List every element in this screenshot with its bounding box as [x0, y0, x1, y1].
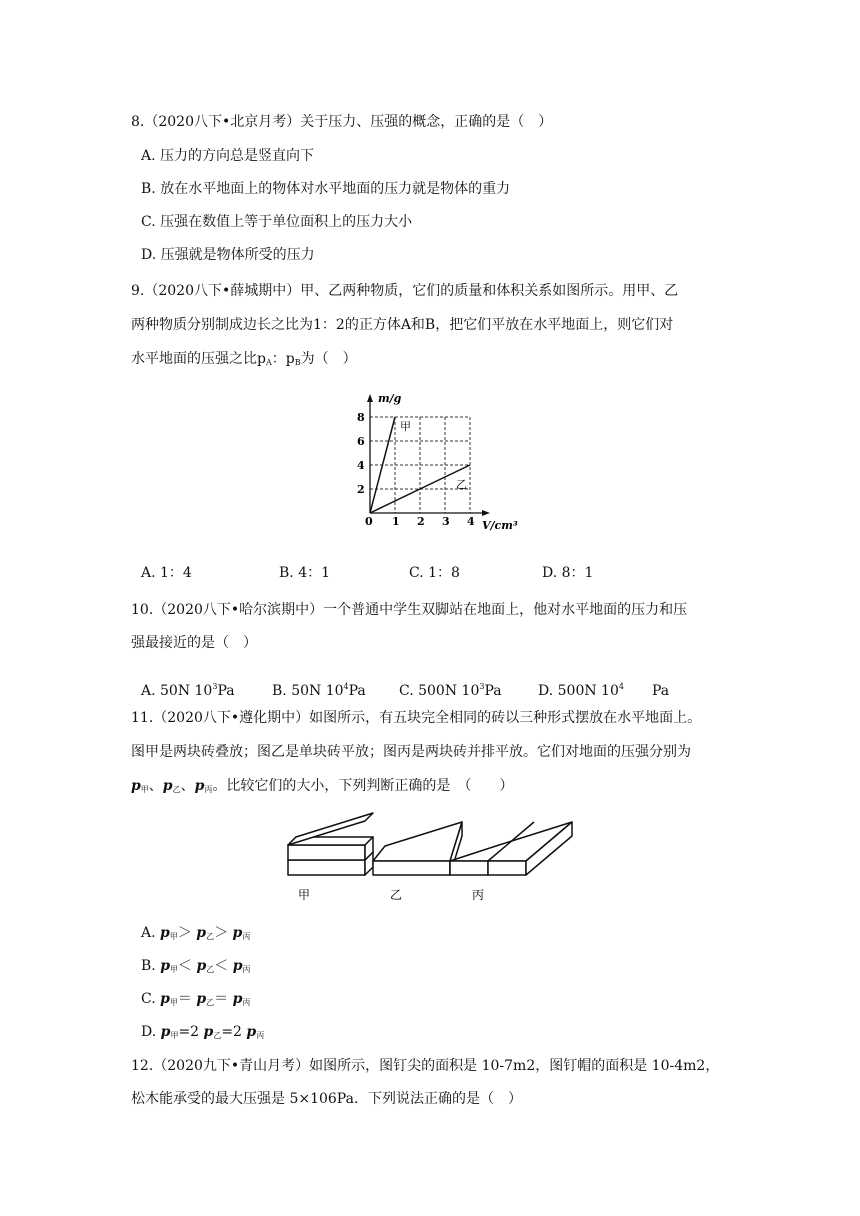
q10-stem-line1: 10.（2020八下•哈尔滨期中）一个普通中学生双脚站在地面上，他对水平地面的压力和压	[131, 602, 688, 618]
q8-stem: 8.（2020八下•北京月考）关于压力、压强的概念，正确的是（ ）	[131, 114, 553, 130]
q8-option-d: D. 压强就是物体所受的压力	[141, 247, 315, 263]
q9-options	[0, 563, 860, 583]
q11-stem-line2: 图甲是两块砖叠放；图乙是单块砖平放；图丙是两块砖并排平放。它们对地面的压强分别为	[131, 744, 691, 760]
q9-option-a: A. 1：4	[141, 565, 192, 581]
q11-option-b: B. $p_甲< p_乙< p_丙$	[141, 958, 251, 974]
q11-stem-line1: 11.（2020八下•遵化期中）如图所示，有五块完全相同的砖以三种形式摆放在水平地面上。	[131, 710, 702, 726]
brick-label-bing: 丙	[472, 888, 485, 902]
q9-stem-line2: 两种物质分别制成边长之比为1：2的正方体A和B，把它们平放在水平地面上，则它们对	[131, 317, 674, 333]
brick-label-jia: 甲	[298, 888, 311, 902]
graph-y-label: m/g	[378, 392, 402, 405]
q11-option-c: C. $p_甲= p_乙= p_丙$	[141, 991, 251, 1007]
graph-ytick: 6	[357, 435, 365, 448]
q9-option-d: D. 8：1	[542, 565, 594, 581]
graph-ytick: 4	[357, 459, 365, 472]
graph-xtick: 1	[392, 515, 400, 528]
graph-line-label-yi: 乙	[456, 478, 467, 491]
graph-line-label-jia: 甲	[400, 420, 411, 433]
brick-label-yi: 乙	[390, 888, 403, 902]
graph-ytick: 8	[357, 411, 365, 424]
q8-option-a: A. 压力的方向总是竖直向下	[141, 148, 315, 164]
bricks-figure	[280, 810, 580, 905]
q10-stem-line2: 强最接近的是（ ）	[131, 635, 257, 651]
q10-option-d: D. 500N $10^4$ Pa	[538, 682, 670, 699]
q10-option-c: C. 500N $10^3Pa$	[399, 682, 502, 699]
q11-option-a: A. $p_甲> p_乙> p_丙$	[141, 925, 251, 941]
q8-option-c: C. 压强在数值上等于单位面积上的压力大小	[141, 214, 413, 230]
q11-stem-line3: $p_甲$、$p_乙$、$p_丙$。比较它们的大小，下列判断正确的是 （ ）	[131, 778, 514, 794]
mass-volume-graph	[340, 382, 540, 542]
q12-stem-line1: 12.（2020九下•青山月考）如图所示，图钉尖的面积是 10-7m2，图钉帽的面积是 10-4m2，	[131, 1058, 720, 1074]
graph-xtick: 3	[442, 515, 450, 528]
graph-x-label: V/cm³	[482, 519, 518, 532]
q9-option-c: C. 1：8	[409, 565, 460, 581]
q10-options	[0, 677, 860, 697]
q10-option-b: B. 50N $10^4Pa$	[272, 682, 366, 699]
q12-stem-line2: 松木能承受的最大压强是 5×106Pa．下列说法正确的是（ ）	[131, 1091, 522, 1107]
q11-option-d: D. $p_甲=2$ $p_乙=2$ $p_丙$	[141, 1024, 265, 1040]
q9-stem-line1: 9.（2020八下•薛城期中）甲、乙两种物质，它们的质量和体积关系如图所示。用甲、乙	[131, 283, 679, 299]
q9-stem-line3: 水平地面的压强之比$p_A$：$p_B$为（ ）	[131, 351, 357, 367]
q9-option-b: B. 4：1	[279, 565, 331, 581]
q10-option-a: A. 50N $10^3Pa$	[141, 682, 235, 699]
graph-origin: 0	[365, 515, 373, 528]
q8-option-b: B. 放在水平地面上的物体对水平地面的压力就是物体的重力	[141, 181, 511, 197]
graph-ytick: 2	[357, 483, 365, 496]
graph-xtick: 4	[467, 515, 475, 528]
graph-xtick: 2	[417, 515, 425, 528]
